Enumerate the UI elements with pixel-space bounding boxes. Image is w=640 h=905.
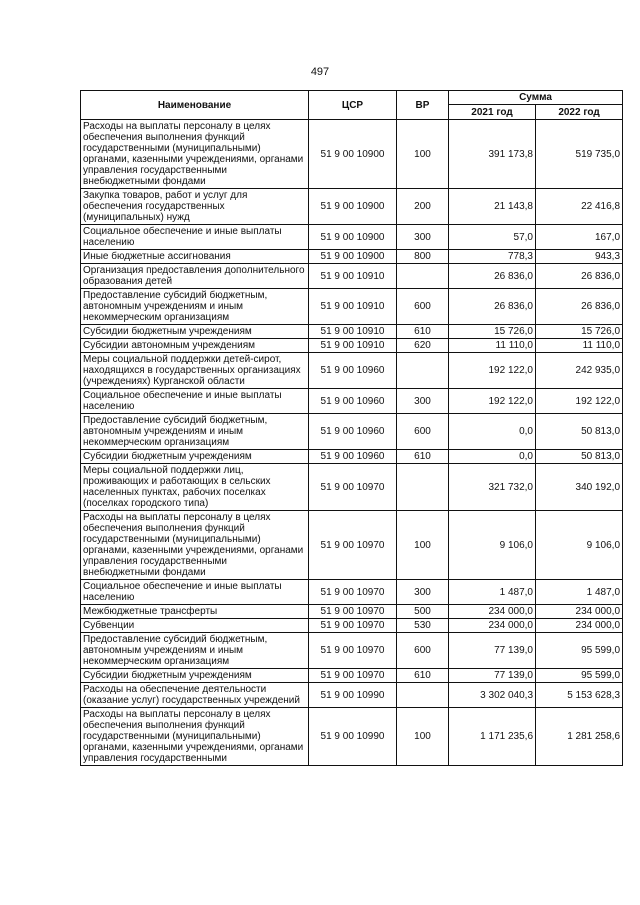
row-vr: 100 [397, 708, 449, 766]
row-name: Субвенции [81, 619, 309, 633]
header-sum: Сумма [449, 91, 623, 105]
row-csr: 51 9 00 10960 [309, 450, 397, 464]
table-row [81, 325, 623, 339]
row-vr: 500 [397, 605, 449, 619]
row-sum-2021: 1 171 235,6 [449, 708, 536, 766]
table-row [81, 289, 623, 325]
row-name: Расходы на обеспечение деятельности (оказание услуг) государственных учреждений [81, 683, 309, 708]
header-name: Наименование [81, 91, 309, 120]
row-sum-2021: 1 487,0 [449, 580, 536, 605]
row-sum-2022: 26 836,0 [536, 289, 623, 325]
row-csr: 51 9 00 10900 [309, 120, 397, 189]
row-name: Субсидии бюджетным учреждениям [81, 325, 309, 339]
row-csr: 51 9 00 10970 [309, 633, 397, 669]
row-name: Субсидии бюджетным учреждениям [81, 669, 309, 683]
row-name: Межбюджетные трансферты [81, 605, 309, 619]
row-csr: 51 9 00 10900 [309, 189, 397, 225]
table-row [81, 250, 623, 264]
row-sum-2021: 57,0 [449, 225, 536, 250]
row-name: Иные бюджетные ассигнования [81, 250, 309, 264]
budget-table [80, 90, 623, 766]
row-sum-2022: 15 726,0 [536, 325, 623, 339]
row-vr [397, 464, 449, 511]
row-name: Социальное обеспечение и иные выплаты населению [81, 389, 309, 414]
row-csr: 51 9 00 10970 [309, 605, 397, 619]
row-sum-2022: 11 110,0 [536, 339, 623, 353]
row-sum-2021: 21 143,8 [449, 189, 536, 225]
row-sum-2021: 11 110,0 [449, 339, 536, 353]
row-vr: 600 [397, 414, 449, 450]
table-row [81, 633, 623, 669]
row-sum-2022: 234 000,0 [536, 605, 623, 619]
row-vr [397, 353, 449, 389]
table-row [81, 189, 623, 225]
row-vr: 300 [397, 225, 449, 250]
row-sum-2021: 192 122,0 [449, 389, 536, 414]
row-csr: 51 9 00 10970 [309, 580, 397, 605]
row-csr: 51 9 00 10910 [309, 325, 397, 339]
row-sum-2021: 0,0 [449, 450, 536, 464]
table-row [81, 450, 623, 464]
row-name: Предоставление субсидий бюджетным, автономным учреждениям и иным некоммерческим организациям [81, 289, 309, 325]
row-sum-2022: 519 735,0 [536, 120, 623, 189]
row-sum-2022: 50 813,0 [536, 414, 623, 450]
table-row [81, 605, 623, 619]
row-vr: 600 [397, 289, 449, 325]
row-sum-2022: 22 416,8 [536, 189, 623, 225]
row-csr: 51 9 00 10900 [309, 250, 397, 264]
table-row [81, 120, 623, 189]
row-sum-2021: 778,3 [449, 250, 536, 264]
table-row [81, 580, 623, 605]
row-sum-2021: 9 106,0 [449, 511, 536, 580]
table-row [81, 708, 623, 766]
table-row [81, 389, 623, 414]
row-name: Меры социальной поддержки лиц, проживающих и работающих в сельских населенных пунктах, рабочих поселках (поселках городского типа) [81, 464, 309, 511]
row-sum-2021: 192 122,0 [449, 353, 536, 389]
header-csr: ЦСР [309, 91, 397, 120]
row-vr: 610 [397, 450, 449, 464]
row-sum-2022: 943,3 [536, 250, 623, 264]
row-sum-2022: 192 122,0 [536, 389, 623, 414]
row-vr: 620 [397, 339, 449, 353]
row-name: Расходы на выплаты персоналу в целях обеспечения выполнения функций государственными (муниципальными) органами, казенными учреждениями, органами управления государственными внебюджетными фондами [81, 511, 309, 580]
row-csr: 51 9 00 10970 [309, 669, 397, 683]
row-sum-2022: 242 935,0 [536, 353, 623, 389]
table-row [81, 264, 623, 289]
row-sum-2022: 50 813,0 [536, 450, 623, 464]
row-csr: 51 9 00 10970 [309, 511, 397, 580]
row-vr: 530 [397, 619, 449, 633]
table-body [81, 120, 623, 766]
row-csr: 51 9 00 10910 [309, 289, 397, 325]
table-row [81, 339, 623, 353]
table-row [81, 225, 623, 250]
row-csr: 51 9 00 10960 [309, 353, 397, 389]
row-vr: 100 [397, 511, 449, 580]
table-row [81, 669, 623, 683]
row-csr: 51 9 00 10910 [309, 264, 397, 289]
row-sum-2021: 77 139,0 [449, 669, 536, 683]
row-sum-2021: 77 139,0 [449, 633, 536, 669]
row-csr: 51 9 00 10970 [309, 464, 397, 511]
row-sum-2021: 234 000,0 [449, 605, 536, 619]
row-name: Организация предоставления дополнительного образования детей [81, 264, 309, 289]
table-row [81, 511, 623, 580]
row-sum-2022: 95 599,0 [536, 669, 623, 683]
row-vr: 200 [397, 189, 449, 225]
row-csr: 51 9 00 10900 [309, 225, 397, 250]
table-row [81, 683, 623, 708]
row-name: Меры социальной поддержки детей-сирот, находящихся в государственных организациях (учреждениях) Курганской области [81, 353, 309, 389]
table-row [81, 353, 623, 389]
row-sum-2022: 1 281 258,6 [536, 708, 623, 766]
row-sum-2022: 9 106,0 [536, 511, 623, 580]
row-csr: 51 9 00 10960 [309, 389, 397, 414]
row-name: Расходы на выплаты персоналу в целях обеспечения выполнения функций государственными (муниципальными) органами, казенными учреждениями, органами управления государственными [81, 708, 309, 766]
row-sum-2022: 234 000,0 [536, 619, 623, 633]
header-year-2021: 2021 год [449, 105, 536, 120]
row-csr: 51 9 00 10970 [309, 619, 397, 633]
row-vr [397, 264, 449, 289]
table-row [81, 414, 623, 450]
row-sum-2022: 5 153 628,3 [536, 683, 623, 708]
row-name: Субсидии автономным учреждениям [81, 339, 309, 353]
row-vr: 300 [397, 389, 449, 414]
row-vr: 600 [397, 633, 449, 669]
row-sum-2021: 15 726,0 [449, 325, 536, 339]
row-name: Закупка товаров, работ и услуг для обеспечения государственных (муниципальных) нужд [81, 189, 309, 225]
row-csr: 51 9 00 10910 [309, 339, 397, 353]
row-sum-2022: 26 836,0 [536, 264, 623, 289]
row-sum-2022: 1 487,0 [536, 580, 623, 605]
row-name: Социальное обеспечение и иные выплаты населению [81, 580, 309, 605]
row-sum-2021: 26 836,0 [449, 289, 536, 325]
row-sum-2022: 340 192,0 [536, 464, 623, 511]
row-name: Предоставление субсидий бюджетным, автономным учреждениям и иным некоммерческим организациям [81, 633, 309, 669]
row-vr [397, 683, 449, 708]
row-vr: 300 [397, 580, 449, 605]
row-csr: 51 9 00 10990 [309, 708, 397, 766]
row-sum-2022: 167,0 [536, 225, 623, 250]
row-csr: 51 9 00 10990 [309, 683, 397, 708]
row-sum-2021: 26 836,0 [449, 264, 536, 289]
row-sum-2022: 95 599,0 [536, 633, 623, 669]
row-sum-2021: 234 000,0 [449, 619, 536, 633]
header-year-2022: 2022 год [536, 105, 623, 120]
row-sum-2021: 3 302 040,3 [449, 683, 536, 708]
row-sum-2021: 391 173,8 [449, 120, 536, 189]
row-name: Социальное обеспечение и иные выплаты населению [81, 225, 309, 250]
row-sum-2021: 0,0 [449, 414, 536, 450]
row-name: Предоставление субсидий бюджетным, автономным учреждениям и иным некоммерческим организациям [81, 414, 309, 450]
row-vr: 610 [397, 669, 449, 683]
row-vr: 100 [397, 120, 449, 189]
row-vr: 800 [397, 250, 449, 264]
table-row [81, 464, 623, 511]
header-vr: ВР [397, 91, 449, 120]
row-csr: 51 9 00 10960 [309, 414, 397, 450]
row-sum-2021: 321 732,0 [449, 464, 536, 511]
row-vr: 610 [397, 325, 449, 339]
row-name: Расходы на выплаты персоналу в целях обеспечения выполнения функций государственными (муниципальными) органами, казенными учреждениями, органами управления государственными внебюджетными фондами [81, 120, 309, 189]
table-row [81, 619, 623, 633]
row-name: Субсидии бюджетным учреждениям [81, 450, 309, 464]
page-number: 497 [310, 66, 330, 78]
